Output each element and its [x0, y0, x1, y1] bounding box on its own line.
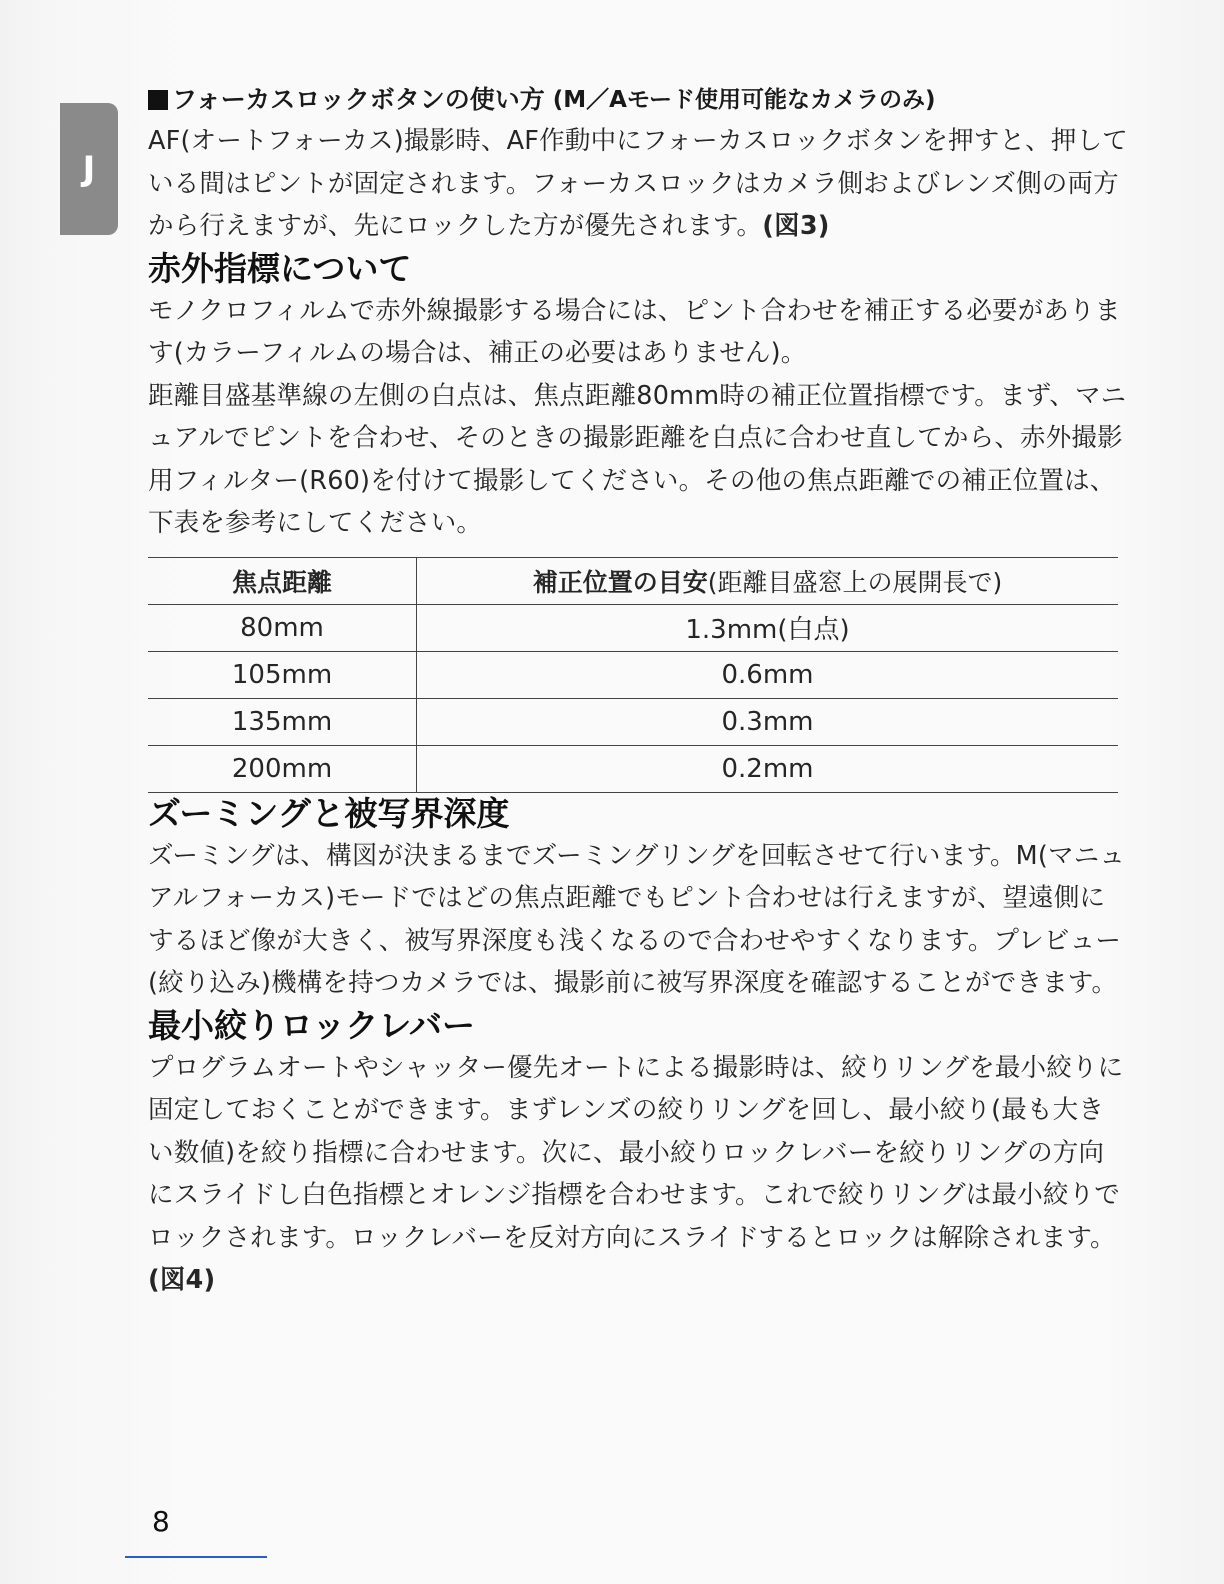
correction-cell: 0.3mm	[417, 698, 1119, 745]
header-focal-length: 焦点距離	[148, 557, 417, 604]
focus-lock-body: AF(オートフォーカス)撮影時、AF作動中にフォーカスロックボタンを押すと、押している間はピントが固定されます。フォーカスロックはカメラ側およびレンズ側の両方から行えますが、先にロックした方が優先されます。	[148, 126, 1128, 241]
header-correction-text: 補正位置の目安	[532, 567, 708, 597]
language-tab-label: J	[82, 149, 96, 189]
correction-cell: 1.3mm(白点)	[417, 604, 1119, 651]
table-row	[148, 698, 1118, 745]
table-header-row	[148, 557, 1118, 604]
focus-lock-heading-note: (M／Aモード使用可能なカメラのみ)	[552, 87, 936, 113]
min-aperture-lock-paragraph	[148, 1047, 1128, 1302]
zooming-paragraph: ズーミングは、構図が決まるまでズーミングリングを回転させて行います。M(マニュアルフォーカス)モードではどの焦点距離でもピント合わせは行えますが、望遠側にするほど像が大きく、被写界深度も浅くなるので合わせやすくなります。プレビュー(絞り込み)機構を持つカメラでは、撮影前に被写界深度を確認することができます。	[148, 840, 1126, 998]
infrared-correction-table	[148, 557, 1118, 793]
table-row	[148, 604, 1118, 651]
focus-lock-heading	[148, 80, 1128, 120]
table-row	[148, 745, 1118, 792]
infrared-paragraph-2: 距離目盛基準線の左側の白点は、焦点距離80mm時の補正位置指標です。まず、マニュアルでピントを合わせ、そのときの撮影距離を白点に合わせ直してから、赤外撮影用フィルター(R60)を付けて撮影してください。その他の焦点距離での補正位置は、下表を参考にしてください。	[148, 380, 1127, 538]
page-number: 8	[152, 1505, 170, 1538]
infrared-heading: 赤外指標について	[148, 248, 412, 288]
zooming-heading: ズーミングと被写界深度	[148, 793, 510, 833]
figure-3-reference: (図3)	[762, 211, 830, 241]
figure-4-reference: (図4)	[148, 1265, 216, 1295]
correction-cell: 0.6mm	[417, 651, 1119, 698]
table-row	[148, 651, 1118, 698]
bullet-square-icon	[148, 90, 168, 110]
focal-length-cell: 200mm	[148, 745, 417, 792]
footer-rule	[125, 1556, 267, 1558]
min-aperture-lock-heading: 最小絞りロックレバー	[148, 1005, 476, 1045]
infrared-paragraph-1: モノクロフィルムで赤外線撮影する場合には、ピント合わせを補正する必要があります(カラーフィルムの場合は、補正の必要はありません)。	[148, 295, 1121, 368]
focal-length-cell: 80mm	[148, 604, 417, 651]
focal-length-cell: 135mm	[148, 698, 417, 745]
focal-length-cell: 105mm	[148, 651, 417, 698]
header-correction	[417, 557, 1119, 604]
header-correction-note: (距離目盛窓上の展開長で)	[707, 567, 1003, 597]
focus-lock-heading-text: フォーカスロックボタンの使い方	[172, 85, 545, 114]
correction-cell: 0.2mm	[417, 745, 1119, 792]
page-content	[148, 80, 1128, 1302]
min-aperture-lock-body: プログラムオートやシャッター優先オートによる撮影時は、絞りリングを最小絞りに固定しておくことができます。まずレンズの絞りリングを回し、最小絞り(最も大きい数値)を絞り指標に合わせます。次に、最小絞りロックレバーを絞りリングの方向にスライドし白色指標とオレンジ指標を合わせます。これで絞りリングは最小絞りでロックされます。ロックレバーを反対方向にスライドするとロックは解除されます。	[148, 1052, 1124, 1253]
language-tab	[60, 103, 118, 235]
focus-lock-paragraph	[148, 120, 1128, 248]
